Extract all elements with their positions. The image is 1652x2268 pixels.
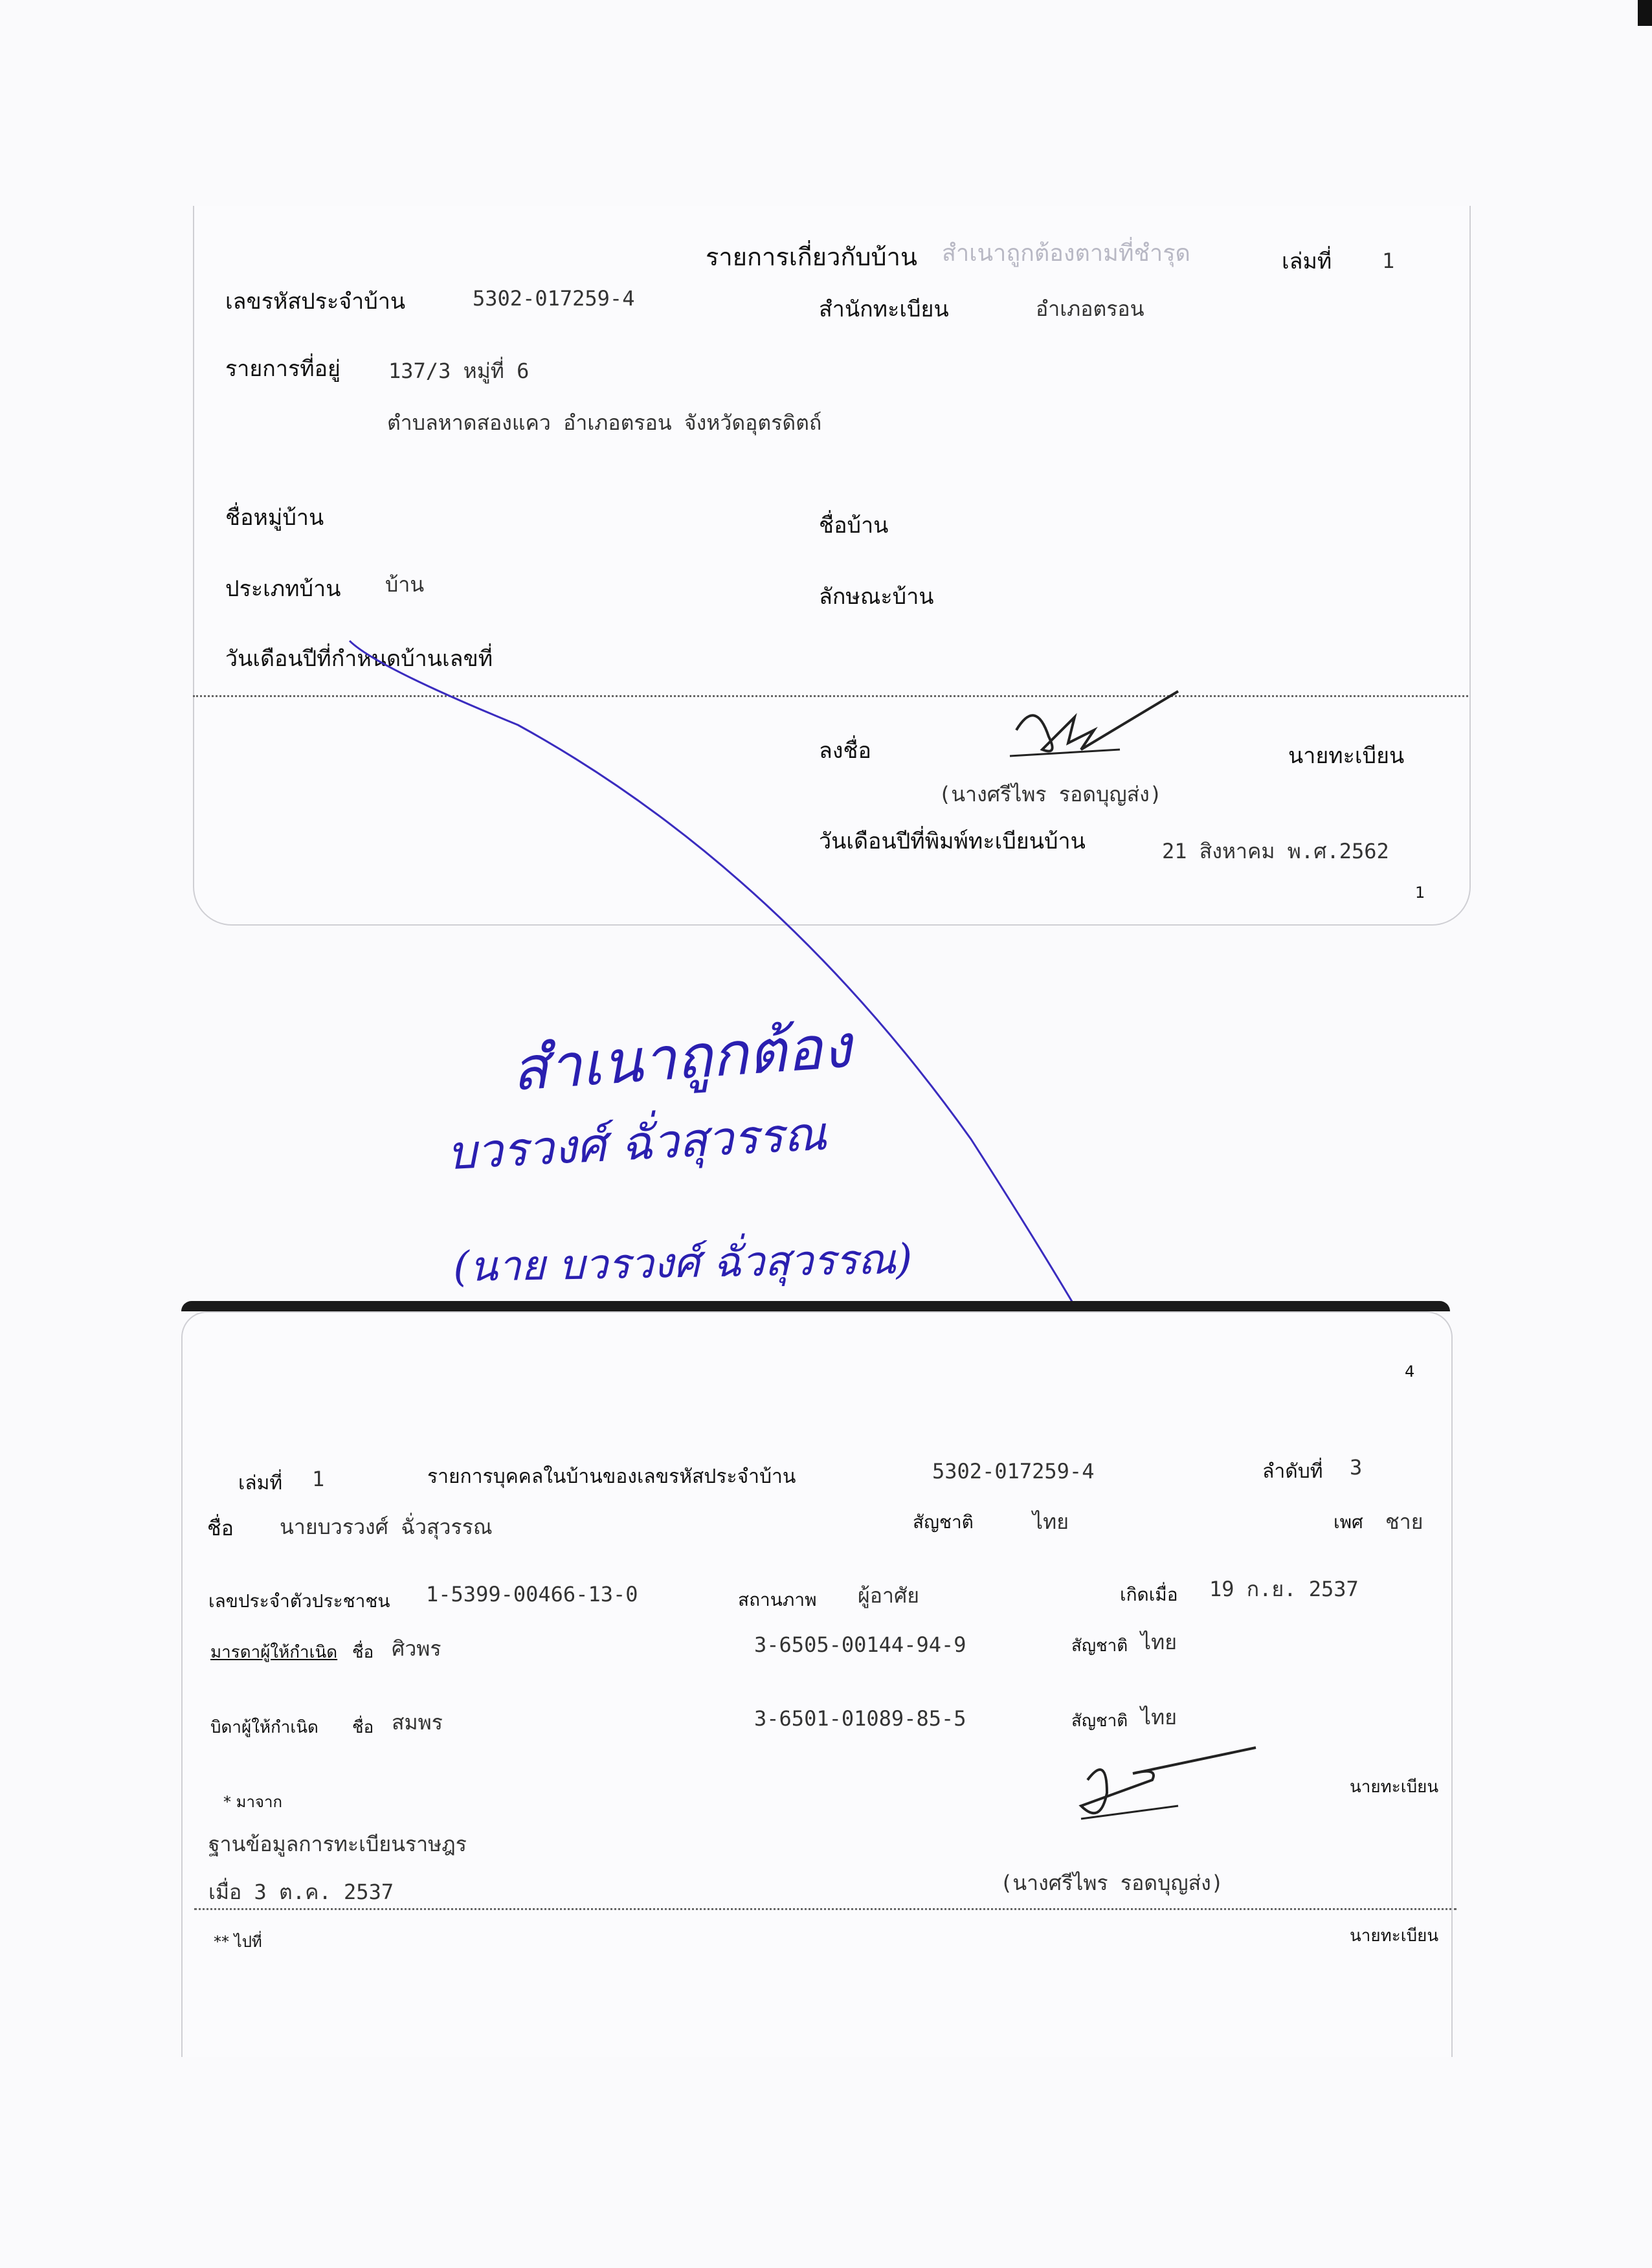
father-name-label: ชื่อ — [352, 1718, 374, 1737]
birth-label: เกิดเมื่อ — [1120, 1584, 1178, 1605]
to-label: ** ไปที่ — [214, 1933, 262, 1951]
status-label: สถานภาพ — [738, 1589, 817, 1610]
registrar-label-3: นายทะเบียน — [1350, 1926, 1439, 1946]
father-id: 3-6501-01089-85-5 — [754, 1706, 966, 1731]
seq-number: 3 — [1350, 1455, 1363, 1480]
father-name: สมพร — [392, 1710, 443, 1735]
page-number-1: 1 — [1415, 884, 1425, 902]
nationality-label: สัญชาติ — [913, 1511, 974, 1533]
scan-edge — [1638, 0, 1652, 26]
address-label: รายการที่อยู่ — [225, 356, 340, 382]
card-top-edge — [181, 1301, 1450, 1311]
house-code: 5302-017259-4 — [473, 286, 635, 311]
citizen-id: 1-5399-00466-13-0 — [426, 1582, 638, 1606]
registrar-name-2: (นางศรีไพร รอดบุญส่ง) — [1000, 1871, 1224, 1895]
mother-id: 3-6505-00144-94-9 — [754, 1632, 966, 1657]
from-date: เมื่อ 3 ต.ค. 2537 — [208, 1880, 394, 1904]
nationality-value: ไทย — [1032, 1509, 1069, 1534]
mother-name: ศิวพร — [392, 1636, 441, 1661]
id-label: เลขประจำตัวประชาชน — [208, 1590, 390, 1612]
house-char-label: ลักษณะบ้าน — [819, 584, 934, 610]
sex-value: ชาย — [1385, 1509, 1423, 1534]
registrar-signature-2 — [1062, 1741, 1269, 1832]
print-date: 21 สิงหาคม พ.ศ.2562 — [1162, 839, 1389, 863]
father-nationality: ไทย — [1141, 1705, 1177, 1729]
handwritten-signature-name: บวรวงศ์ ฉั่วสุวรรณ — [445, 1106, 828, 1181]
sex-label: เพศ — [1334, 1511, 1363, 1533]
handwritten-certification: สำเนาถูกต้อง — [509, 1011, 854, 1105]
registry-value: อำเภอตรอน — [1036, 296, 1144, 321]
registry-label: สำนักทะเบียน — [819, 296, 949, 322]
status-value: ผู้อาศัย — [858, 1583, 919, 1608]
mother-label: มารดาผู้ให้กำเนิด — [210, 1643, 338, 1662]
mother-nationality: ไทย — [1141, 1630, 1177, 1654]
book-label-2: เล่มที่ — [238, 1472, 283, 1495]
mother-name-label: ชื่อ — [352, 1643, 374, 1662]
village-label: ชื่อหมู่บ้าน — [225, 505, 324, 531]
book-number: 1 — [1382, 249, 1395, 273]
from-value: ฐานข้อมูลการทะเบียนราษฎร — [208, 1832, 467, 1856]
page-number-4: 4 — [1405, 1362, 1415, 1381]
name-label: ชื่อ — [207, 1516, 234, 1540]
house-name-label: ชื่อบ้าน — [819, 513, 889, 539]
house-type-value: บ้าน — [385, 572, 425, 597]
person-details-card — [181, 1311, 1453, 2057]
book-label: เล่มที่ — [1282, 249, 1332, 274]
registrar-label-2: นายทะเบียน — [1350, 1777, 1439, 1797]
address-line-1: 137/3 หมู่ที่ 6 — [388, 359, 530, 383]
stamp-text: สำเนาถูกต้องตามที่ชำรุด — [942, 240, 1190, 267]
from-label: * มาจาก — [223, 1793, 282, 1811]
seq-label: ลำดับที่ — [1262, 1460, 1323, 1483]
handwritten-full-name: (นาย บวรวงศ์ ฉั่วสุวรรณ) — [452, 1235, 913, 1292]
page1-heading: รายการเกี่ยวกับบ้าน — [706, 243, 917, 271]
registrar-label: นายทะเบียน — [1288, 743, 1405, 769]
mother-nat-label: สัญชาติ — [1071, 1636, 1128, 1656]
house-type-label: ประเภทบ้าน — [225, 576, 341, 602]
person-name: นายบวรวงศ์ ฉั่วสุวรรณ — [280, 1515, 493, 1539]
separator-line-2 — [194, 1908, 1457, 1910]
birth-date: 19 ก.ย. 2537 — [1209, 1577, 1359, 1601]
address-line-2: ตำบลหาดสองแคว อำเภอตรอน จังหวัดอุตรดิตถ์ — [387, 410, 822, 435]
person-list-heading: รายการบุคคลในบ้านของเลขรหัสประจำบ้าน — [427, 1465, 796, 1488]
sign-label: ลงชื่อ — [819, 738, 871, 764]
father-label: บิดาผู้ให้กำเนิด — [210, 1718, 318, 1737]
print-date-label: วันเดือนปีที่พิมพ์ทะเบียนบ้าน — [819, 828, 1086, 854]
house-code-label: เลขรหัสประจำบ้าน — [225, 289, 406, 315]
book-number-2: 1 — [312, 1467, 325, 1491]
registrar-name: (นางศรีไพร รอดบุญส่ง) — [939, 782, 1163, 806]
house-code-2: 5302-017259-4 — [932, 1459, 1095, 1484]
father-nat-label: สัญชาติ — [1071, 1711, 1128, 1731]
date-assigned-label: วันเดือนปีที่กำหนดบ้านเลขที่ — [225, 646, 493, 672]
